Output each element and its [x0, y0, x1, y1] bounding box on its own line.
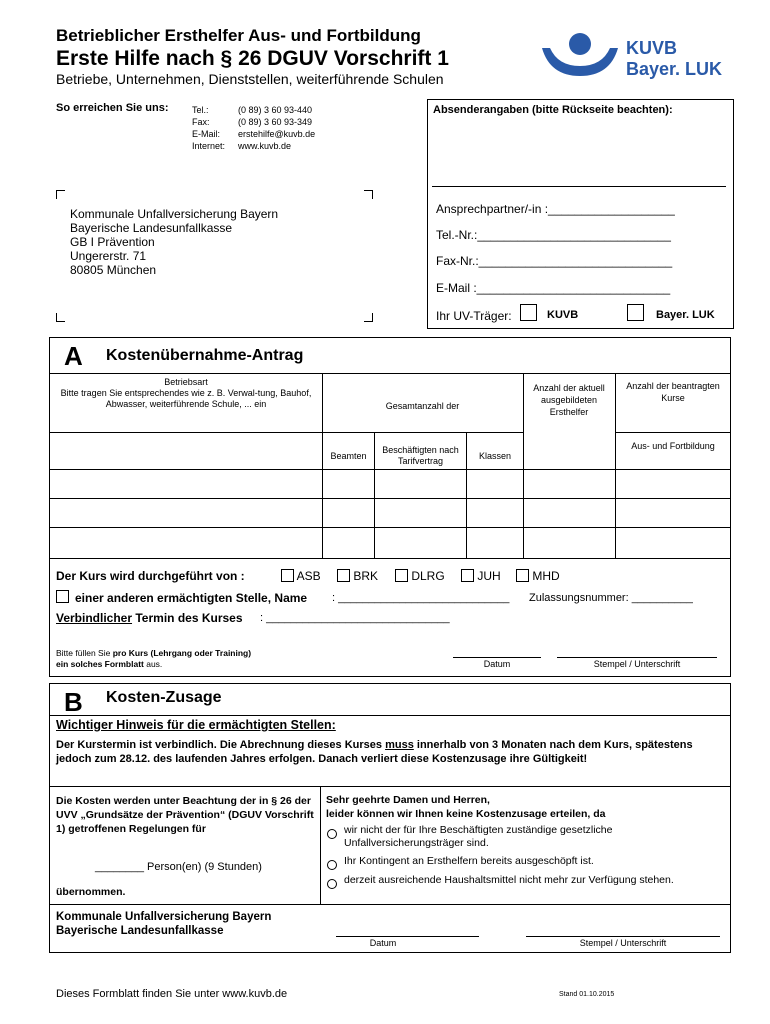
- absage-anrede: Sehr geehrte Damen und Herren, leider können wir Ihnen keine Kostenzusage erteilen, da: [326, 794, 606, 820]
- kurs-option-mhd[interactable]: MHD: [516, 569, 560, 583]
- personen-field[interactable]: ________ Person(en) (9 Stunden): [95, 861, 262, 873]
- datum-line-b[interactable]: [336, 936, 479, 937]
- wichtiger-hinweis-title: Wichtiger Hinweis für die ermächtigten Stellen:: [56, 718, 336, 732]
- datum-label-b: Datum: [369, 938, 397, 948]
- col-anzahl-ersthelfer: Anzahl der aktuell ausgebildeten Ersthelfer: [533, 383, 605, 417]
- uv-kuvb-label: KUVB: [547, 309, 579, 321]
- col-beschaeftigten: Beschäftigten nach Tarifvertrag: [382, 445, 459, 466]
- form-hint: Bitte füllen Sie pro Kurs (Lehrgang oder Training) ein solches Formblatt aus.: [56, 648, 252, 669]
- subtitle: Betriebe, Unternehmen, Dienststellen, weiterführende Schulen: [56, 71, 444, 87]
- contact-labels: Tel.: Fax: E-Mail: Internet:: [192, 105, 226, 151]
- col-anzahl-kurse: Anzahl der beantragten Kurse: [626, 381, 720, 403]
- col-gesamtanzahl: Gesamtanzahl der: [385, 401, 460, 411]
- recipient-address: Kommunale Unfallversicherung Bayern Bayerische Landesunfallkasse GB I Prävention Ungererstr. 71 80805 München: [70, 207, 279, 277]
- sender-email[interactable]: E-Mail :_____________________________: [436, 281, 671, 295]
- col-beamten: Beamten: [330, 451, 367, 461]
- col-klassen: Klassen: [478, 451, 512, 461]
- logo-text-luk: Bayer. LUK: [626, 59, 723, 79]
- contact-fax: (0 89) 3 60 93-349: [238, 117, 313, 127]
- kuvb-logo: [540, 32, 620, 82]
- datum-line-a[interactable]: [453, 657, 541, 658]
- reason2-text: Ihr Kontingent an Ersthelfern bereits ausgeschöpft ist.: [344, 855, 594, 867]
- kurs-label: Der Kurs wird durchgeführt von :: [56, 569, 245, 583]
- wichtiger-hinweis-text: Der Kurstermin ist verbindlich. Die Abrechnung dieses Kurses muss innerhalb von 3 Monaten nach dem Kurs, spätestens jedoch zum 28.12. des laufenden Jahres erfolgen. Danach verliert diese Kostenzusage ihre Gültigkeit!: [56, 739, 693, 765]
- stempel-label-a: Stempel / Unterschrift: [593, 659, 681, 669]
- kurs-option-asb[interactable]: ASB: [281, 569, 321, 583]
- stempel-line-b[interactable]: [526, 936, 720, 937]
- uv-luk-checkbox[interactable]: [627, 304, 644, 322]
- andere-stelle-name[interactable]: : ____________________________: [332, 592, 510, 604]
- table-cell-betriebsart-3[interactable]: [51, 499, 321, 526]
- kuvb-signature-block: Kommunale Unfallversicherung Bayern Bayerische Landesunfallkasse: [56, 911, 272, 937]
- logo-text-kuvb: KUVB: [626, 38, 678, 58]
- zulassungsnummer[interactable]: Zulassungsnummer: __________: [529, 592, 693, 604]
- kurs-option-dlrg[interactable]: DLRG: [395, 569, 445, 583]
- contact-label: So erreichen Sie uns:: [56, 102, 169, 114]
- andere-stelle-checkbox[interactable]: [56, 590, 69, 604]
- sender-contact-person[interactable]: Ansprechpartner/-in :___________________: [436, 202, 675, 216]
- kurs-option-brk[interactable]: BRK: [337, 569, 378, 583]
- sender-fax[interactable]: Fax-Nr.:_____________________________: [436, 254, 673, 268]
- table-cell-betriebsart-1[interactable]: [51, 433, 321, 468]
- section-b-letter: B: [64, 687, 83, 717]
- contact-values: [238, 104, 315, 152]
- table-cell-betriebsart-2[interactable]: [51, 470, 321, 497]
- corner-mark: [56, 190, 65, 199]
- sender-tel[interactable]: Tel.-Nr.:_____________________________: [436, 228, 671, 242]
- reason3-text: derzeit ausreichende Haushaltsmittel nicht mehr zur Verfügung stehen.: [344, 874, 674, 886]
- contact-email[interactable]: erstehilfe@kuvb.de: [238, 129, 316, 139]
- uebernommen-text: übernommen.: [56, 886, 126, 898]
- contact-tel: (0 89) 3 60 93-440: [238, 105, 313, 115]
- title-line1: Betrieblicher Ersthelfer Aus- und Fortbildung: [56, 26, 421, 45]
- corner-mark: [364, 313, 373, 322]
- uv-traeger-label: Ihr UV-Träger:: [436, 309, 512, 323]
- page-title: Erste Hilfe nach § 26 DGUV Vorschrift 1: [56, 47, 449, 70]
- datum-label-a: Datum: [483, 659, 511, 669]
- stempel-line-a[interactable]: [557, 657, 717, 658]
- termin-label: Verbindlicher Termin des Kurses: [56, 611, 243, 625]
- page-footer-text: Dieses Formblatt finden Sie unter www.kuvb.de: [56, 988, 288, 1000]
- table-cell-betriebsart-4[interactable]: [51, 528, 321, 557]
- sender-title: Absenderangaben (bitte Rückseite beachten):: [433, 104, 673, 116]
- contact-internet[interactable]: www.kuvb.de: [238, 141, 292, 151]
- reason1-text: wir nicht der für Ihre Beschäftigten zuständige gesetzliche Unfallversicherungsträger sind.: [344, 824, 613, 849]
- corner-mark: [364, 190, 373, 199]
- kosten-uebernahme-text: Die Kosten werden unter Beachtung der in § 26 der UVV „Grundsätze der Prävention“ (DGUV Vorschrift 1) getroffenen Regelungen für: [56, 795, 314, 835]
- corner-mark: [56, 313, 65, 322]
- section-a-title: Kostenübernahme-Antrag: [106, 347, 304, 364]
- kurs-option-juh[interactable]: JUH: [461, 569, 501, 583]
- section-a-letter: A: [64, 341, 83, 371]
- col-betriebsart: Betriebsart Bitte tragen Sie entsprechendes wie z. B. Verwal-tung, Bauhof, Abwasser, weiterführende Schule, ... ein: [60, 377, 312, 409]
- reason3-radio[interactable]: [327, 876, 337, 894]
- andere-stelle-label: einer anderen ermächtigten Stelle, Name: [75, 591, 308, 605]
- reason2-radio[interactable]: [327, 857, 337, 875]
- termin-field[interactable]: : ______________________________: [260, 612, 450, 624]
- col-aus-fortbildung: Aus- und Fortbildung: [631, 441, 715, 451]
- stand-date: Stand 01.10.2015: [559, 991, 615, 998]
- stempel-label-b: Stempel / Unterschrift: [579, 938, 667, 948]
- reason1-radio[interactable]: [327, 826, 337, 844]
- uv-luk-label: Bayer. LUK: [656, 309, 715, 321]
- uv-kuvb-checkbox[interactable]: [520, 304, 537, 322]
- sender-line[interactable]: [432, 186, 726, 187]
- section-b-title: Kosten-Zusage: [106, 689, 222, 706]
